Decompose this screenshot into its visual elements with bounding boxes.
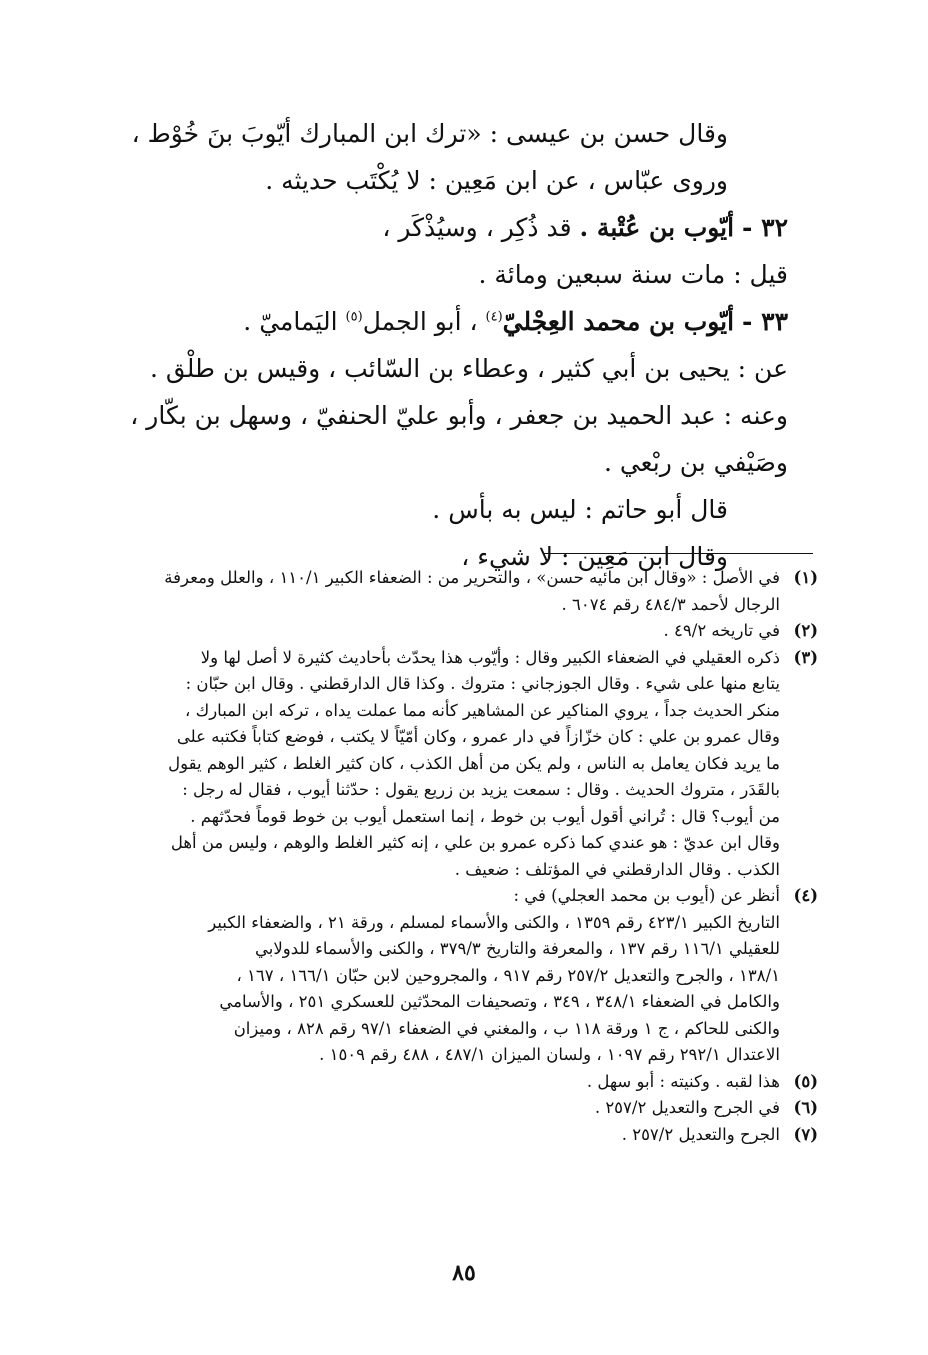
footnote-line: والكامل في الضعفاء ٣٤٨/١ ، ٣٤٩ ، وتصحيفات المحدّثين للعسكري ٢٥١ ، والأسامي [219,992,780,1011]
footnote-separator [543,553,813,554]
footnote-7 [130,1122,818,1149]
footnote-line: الجرح والتعديل ٢٥٧/٢ . [621,1124,780,1144]
entry-text: اليَماميّ . [243,307,346,336]
footnote-line: وقال ابن عديّ : هو عندي كما ذكره عمرو بن علي ، إنه كثير الغلط والوهم ، وليس من أهل [170,833,780,852]
footnote-number: (٤) [793,886,818,905]
footnote-line: ذكره العقيلي في الضعفاء الكبير وقال : وأيّوب هذا يحدّث بأحاديث كثيرة لا أصل لها ولا [200,647,780,667]
footnote-ref[interactable]: (٤) [485,309,503,325]
footnote-number: (٢) [793,621,818,640]
footnote-line: الاعتدال ٢٩٢/١ رقم ١٠٩٧ ، ولسان الميزان ٤٨٧/١ ، ٤٨٨ رقم ١٥٠٩ . [319,1045,780,1064]
footnote-line: الكذب . وقال الدارقطني في المؤتلف : ضعيف . [454,859,780,879]
text-line: وقال حسن بن عيسى : «ترك ابن المبارك أيّوبَ بنَ خُوْط ، [131,119,728,148]
main-text [115,110,788,580]
entry-number: ٣٢ - [742,213,788,242]
text-line: وروى عبّاس ، عن ابن مَعِين : لا يُكْتَب حديثه . [265,166,728,195]
footnote-line: وقال عمرو بن علي : كان خزّازاً في دار عمرو ، وكان أمّيّاً لا يكتب ، فوضع كتاباً فكتبه على [176,727,780,746]
footnote-number: (٧) [793,1124,818,1144]
footnote-line: ١٣٨/١ ، والجرح والتعديل ٢٥٧/٢ رقم ٩١٧ ، والمجروحين لابن حبّان ١٦٦/١ ، ١٦٧ ، [236,965,780,985]
text-line: عن : يحيى بن أبي كثير ، وعطاء بن السّائب ، وقيس بن طلْق . [149,354,788,383]
footnote-1 [130,565,818,618]
footnote-number: (١) [793,568,818,587]
text-line: وعنه : عبد الحميد بن جعفر ، وأبو عليّ الحنفيّ ، وسهل بن بكّار ، [130,401,788,430]
entry-text: قد ذُكِر ، وسيُذْكَر ، [382,213,572,242]
text-line: وقال ابن مَعِين : لا شيء ، [461,542,728,571]
footnote-line: أنظر عن (أيوب بن محمد العجلي) في : [513,886,780,905]
footnote-line: للعقيلي ١١٦/١ رقم ١٣٧ ، والمعرفة والتاريخ ٣٧٩/٣ ، والكنى والأسماء للدولابي [255,939,780,958]
footnote-line: التاريخ الكبير ٤٢٣/١ رقم ١٣٥٩ ، والكنى والأسماء لمسلم ، ورقة ٢١ ، والضعفاء الكبير [208,912,780,932]
footnote-number: (٦) [793,1098,818,1117]
footnote-number: (٥) [793,1071,818,1091]
text-line: قال أبو حاتم : ليس به بأس . [432,495,728,524]
footnote-line: الرجال لأحمد ٤٨٤/٣ رقم ٦٠٧٤ . [561,594,780,614]
entry-number: ٣٣ - [742,307,788,336]
footnotes [130,565,818,1148]
entry-name: أيّوب بن عُتْبة . [579,213,735,242]
page-number: ٨٥ [452,1260,476,1286]
footnote-line: في تاريخه ٤٩/٢ . [663,621,780,640]
entry-name: أيّوب بن محمد العِجْليّ [502,307,735,336]
entry-text: ، أبو الجمل [362,307,486,336]
footnote-line: بالقَدَر ، متروك الحديث . وقال : سمعت يزيد بن زريع يقول : حدّثنا أيوب ، فقال له رجل : [182,780,780,799]
footnote-6 [130,1095,818,1122]
footnote-line: والكنى للحاكم ، ج ١ ورقة ١١٨ ب ، والمغني في الضعفاء ٩٧/١ رقم ٨٢٨ ، وميزان [233,1018,780,1038]
entry-33 [115,298,788,345]
footnote-5 [130,1069,818,1096]
footnote-line: هذا لقبه . وكنيته : أبو سهل . [586,1071,780,1091]
footnote-3 [130,645,818,884]
text-line: قيل : مات سنة سبعين ومائة . [478,260,788,289]
footnote-2 [130,618,818,645]
footnote-number: (٣) [793,647,818,667]
text-line: وصَيْفي بن ربْعي . [603,448,788,477]
footnote-line: في الأصل : «وقال ابن مائيه حسن» ، والتحرير من : الضعفاء الكبير ١١٠/١ ، والعلل ومعرفة [164,568,780,587]
footnote-line: ما يريد فكان يعامل به الناس ، ولم يكن من أهل الكذب ، كان كثير الغلط ، كثير الوهم يقول [168,753,780,773]
footnote-line: يتابع منها على شيء . وقال الجوزجاني : متروك . وكذا قال الدارقطني . وقال ابن حبّان : [185,674,780,693]
footnote-line: في الجرح والتعديل ٢٥٧/٢ . [594,1098,780,1117]
footnote-line: منكر الحديث جداً ، يروي المناكير عن المشاهير كأنه مما عملت يداه ، تركه ابن المبارك ، [185,700,780,720]
footnote-ref[interactable]: (٥) [345,309,363,325]
footnote-4 [130,883,818,1069]
entry-32 [115,204,788,251]
footnote-line: من أيوب؟ قال : تُراني أقول أيوب بن خوط ، إنما استعمل أيوب بن خوط قوماً فحدّثهم . [190,806,780,826]
